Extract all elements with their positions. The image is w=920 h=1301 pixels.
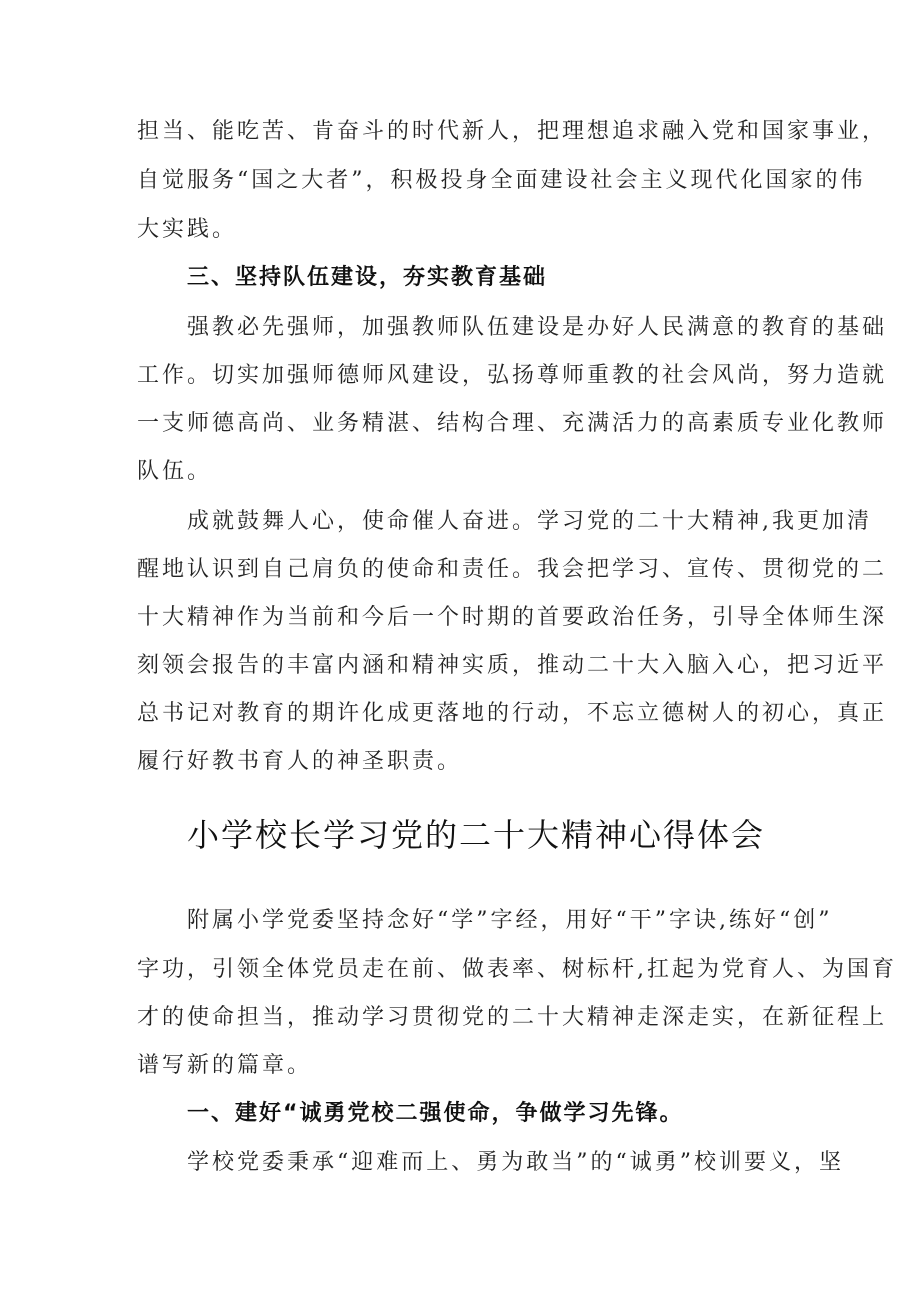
body-text-line: 字功，引领全体党员走在前、做表率、树标杆,扛起为党育人、为国育 — [137, 957, 897, 982]
body-text-line: 才的使命担当，推动学习贯彻党的二十大精神走深走实，在新征程上 — [137, 1005, 888, 1030]
body-text-line: 工作。切实加强师德师风建设，弘扬尊师重教的社会风尚，努力造就 — [137, 363, 888, 388]
section-heading: 一、建好“诚勇党校二强使命，争做学习先锋。 — [187, 1101, 684, 1126]
body-text-line: 学校党委秉承“迎难而上、勇为敢当”的“诚勇”校训要义，坚 — [187, 1150, 844, 1175]
body-text-line: 成就鼓舞人心，使命催人奋进。学习党的二十大精神,我更加清 — [187, 509, 872, 534]
body-text-line: 一支师德高尚、业务精湛、结构合理、充满活力的高素质专业化教师 — [137, 411, 888, 436]
body-text-line: 大实践。 — [137, 217, 238, 242]
section-heading: 三、坚持队伍建设，夯实教育基础 — [187, 265, 548, 290]
body-text-line: 醒地认识到自己肩负的使命和责任。我会把学习、宣传、贯彻党的二 — [137, 557, 888, 582]
body-text-line: 谱写新的篇章。 — [137, 1053, 313, 1078]
body-text-line: 强教必先强师，加强教师队伍建设是办好人民满意的教育的基础 — [187, 315, 888, 340]
body-text-line: 刻领会报告的丰富内涵和精神实质，推动二十大入脑入心，把习近平 — [137, 653, 888, 678]
body-text-line: 总书记对教育的期许化成更落地的行动，不忘立德树人的初心，真正 — [137, 701, 888, 726]
body-text-line: 十大精神作为当前和今后一个时期的首要政治任务，引导全体师生深 — [137, 605, 888, 630]
article-title: 小学校长学习党的二十大精神心得体会 — [187, 816, 766, 854]
body-text-line: 附属小学党委坚持念好“学”字经，用好“干”字诀,练好“创” — [187, 908, 833, 933]
body-text-line: 队伍。 — [137, 459, 213, 484]
body-text-line: 担当、能吃苦、肯奋斗的时代新人，把理想追求融入党和国家事业， — [137, 119, 888, 144]
body-text-line: 自觉服务“国之大者”，积极投身全面建设社会主义现代化国家的伟 — [137, 168, 866, 193]
body-text-line: 履行好教书育人的神圣职责。 — [137, 749, 463, 774]
